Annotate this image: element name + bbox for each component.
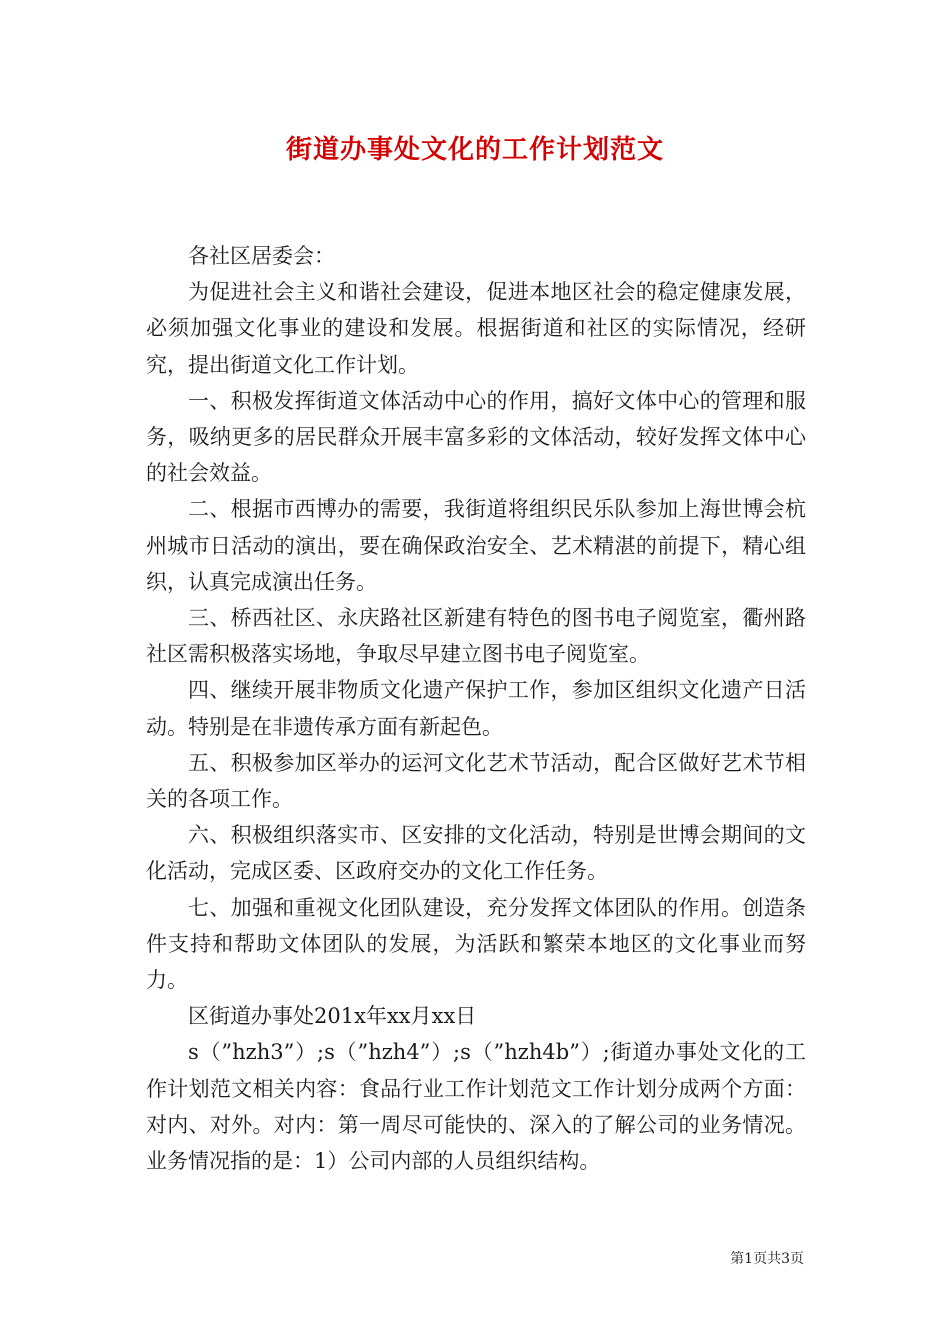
document-body <box>146 238 806 1179</box>
paragraph-item-2: 二、根据市西博办的需要，我街道将组织民乐队参加上海世博会杭州城市日活动的演出，要在确保政治安全、艺术精湛的前提下，精心组织，认真完成演出任务。 <box>146 497 806 594</box>
paragraph-item-5: 五、积极参加区举办的运河文化艺术节活动，配合区做好艺术节相关的各项工作。 <box>146 750 806 812</box>
salutation: 各社区居委会： <box>188 244 335 268</box>
related-content: s（”hzh3”）;s（”hzh4”）;s（”hzh4b”）;街道办事处文化的工作计划范文相关内容：食品行业工作计划范文工作计划分成两个方面：对内、对外。对内：第一周尽可能快的、深入的了解公司的业务情况。业务情况指的是：1）公司内部的人员组织结构。 <box>146 1040 806 1174</box>
document-title: 街道办事处文化的工作计划范文 <box>285 135 664 165</box>
signature-line: 区街道办事处201x年xx月xx日 <box>188 1004 477 1029</box>
paragraph-item-7: 七、加强和重视文化团队建设，充分发挥文体团队的作用。创造条件支持和帮助文体团队的发展，为活跃和繁荣本地区的文化事业而努力。 <box>146 895 806 993</box>
paragraph-item-6: 六、积极组织落实市、区安排的文化活动，特别是世博会期间的文化活动，完成区委、区政府交办的文化工作任务。 <box>146 823 806 884</box>
paragraph-item-4: 四、继续开展非物质文化遗产保护工作，参加区组织文化遗产日活动。特别是在非遗传承方面有新起色。 <box>146 678 806 739</box>
page-indicator: 第1页共3页 <box>730 1251 804 1267</box>
paragraph-intro: 为促进社会主义和谐社会建设，促进本地区社会的稳定健康发展，必须加强文化事业的建设和发展。根据街道和社区的实际情况，经研究，提出街道文化工作计划。 <box>146 280 806 377</box>
paragraph-item-1: 一、积极发挥街道文体活动中心的作用，搞好文体中心的管理和服务，吸纳更多的居民群众开展丰富多彩的文体活动，较好发挥文体中心的社会效益。 <box>146 388 806 486</box>
paragraph-item-3: 三、桥西社区、永庆路社区新建有特色的图书电子阅览室，衢州路社区需积极落实场地，争取尽早建立图书电子阅览室。 <box>146 606 806 667</box>
